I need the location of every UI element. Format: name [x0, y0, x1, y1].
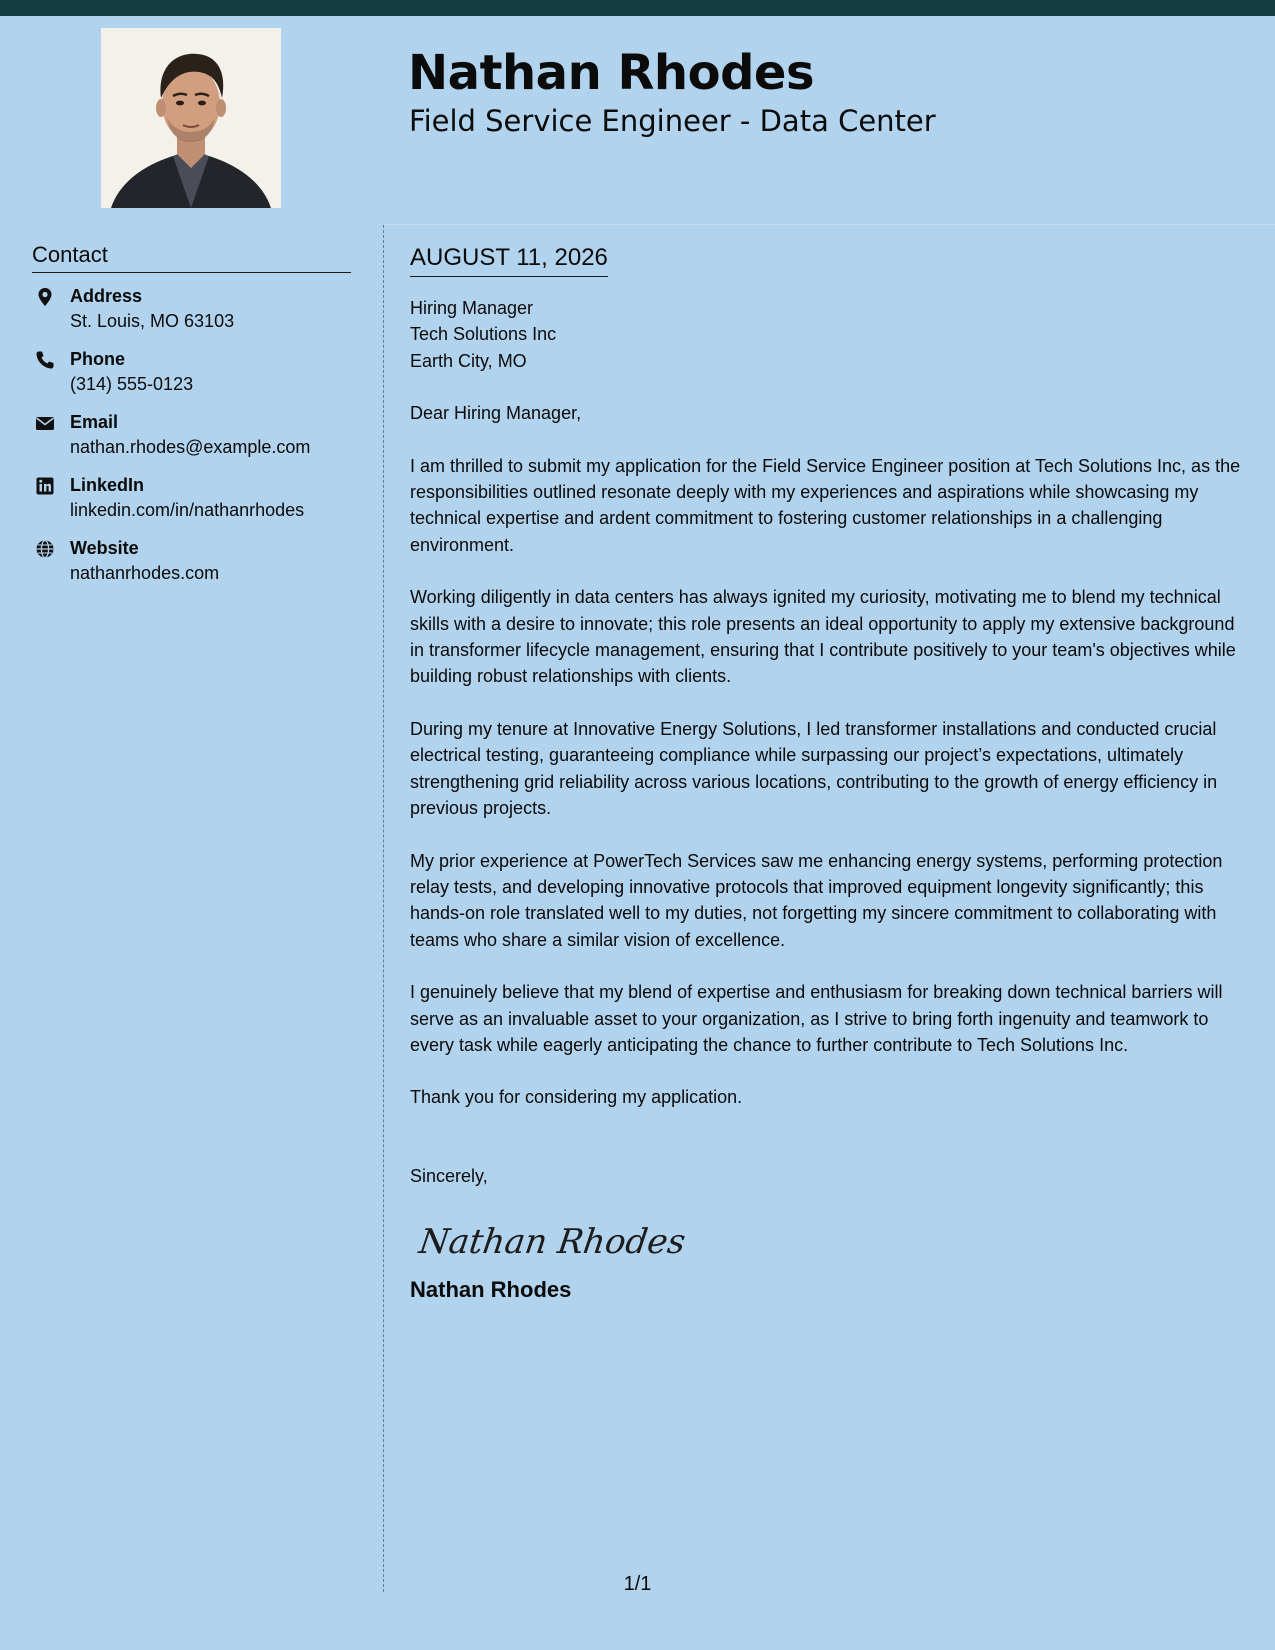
- letter-paragraph: Working diligently in data centers has always ignited my curiosity, motivating me to blend my technical skills with a desire to innovate; this role presents an ideal opportunity to apply my extensive background in transformer lifecycle management, ensuring that I contribute positively to your team's objectives while building robust relationships with clients.: [410, 587, 1236, 687]
- contact-list: [32, 284, 362, 599]
- contact-label: Address: [70, 286, 143, 306]
- handwritten-signature: [416, 1209, 1252, 1269]
- contact-heading: Contact: [32, 240, 351, 273]
- letter-body: [410, 240, 1252, 1305]
- contact-label: Email: [70, 412, 119, 432]
- envelope-icon: [35, 413, 55, 433]
- contact-email: [32, 410, 362, 473]
- letter-paragraph: I am thrilled to submit my application for the Field Service Engineer position at Tech Solutions Inc, as the responsibilities outlined resonate deeply with my experiences and aspirations while showcasing my technical expertise and ardent commitment to fostering customer relationships in a challenging environment.: [410, 455, 1241, 555]
- recipient-line: Earth City, MO: [410, 350, 527, 371]
- salutation: Dear Hiring Manager,: [410, 403, 582, 424]
- address-value: St. Louis, MO 63103: [70, 311, 235, 331]
- signer-name: Nathan Rhodes: [410, 1277, 572, 1303]
- contact-label: Phone: [70, 349, 126, 369]
- column-divider: [383, 225, 384, 1592]
- letter-paragraph: I genuinely believe that my blend of expertise and enthusiasm for breaking down technical barriers will serve as an invaluable asset to your organization, as I strive to bring forth ingenuity and teamwork to every task while eagerly anticipating the chance to further contribute to Tech Solutions Inc.: [410, 982, 1223, 1055]
- header-divider: [384, 224, 1275, 225]
- contact-label: LinkedIn: [70, 475, 145, 495]
- contact-address: [32, 284, 362, 347]
- page-number: 1/1: [623, 1573, 652, 1595]
- recipient-line: Tech Solutions Inc: [410, 324, 557, 345]
- email-value[interactable]: nathan.rhodes@example.com: [70, 437, 311, 457]
- linkedin-value[interactable]: linkedin.com/in/nathanrhodes: [70, 500, 305, 520]
- recipient-line: Hiring Manager: [410, 298, 534, 318]
- recipient-block: [410, 295, 1252, 374]
- phone-icon: [35, 350, 55, 370]
- letter-paragraph: My prior experience at PowerTech Services saw me enhancing energy systems, performing protection relay tests, and developing innovative protocols that improved equipment longevity significantly; this hands-on role translated well to my duties, not forgetting my sincere commitment to collaborating with teams who share a similar vision of excellence.: [410, 850, 1223, 950]
- svg-text:Nathan Rhodes: Nathan Rhodes: [416, 1222, 688, 1263]
- letter-paragraph: During my tenure at Innovative Energy Solutions, I led transformer installations and conducted crucial electrical testing, guaranteeing compliance while surpassing our project’s expectations, ultimately strengthening grid reliability across various locations, contributing to the growth of energy efficiency in previous projects.: [410, 718, 1218, 819]
- profile-photo: [101, 28, 281, 208]
- website-value[interactable]: nathanrhodes.com: [70, 563, 220, 583]
- contact-label: Website: [70, 538, 139, 558]
- map-pin-icon: [35, 287, 55, 307]
- globe-icon: [35, 539, 55, 559]
- contact-website: [32, 536, 362, 599]
- letter-date: AUGUST 11, 2026: [410, 240, 608, 277]
- contact-linkedin: [32, 473, 362, 536]
- job-title: Field Service Engineer - Data Center: [409, 104, 936, 138]
- thanks-line: Thank you for considering my application.: [410, 1087, 743, 1108]
- closing: Sincerely,: [410, 1165, 488, 1186]
- contact-phone: [32, 347, 362, 410]
- phone-value: (314) 555-0123: [70, 374, 194, 394]
- linkedin-icon: [35, 476, 55, 496]
- applicant-name: Nathan Rhodes: [408, 45, 815, 101]
- top-accent-bar: [0, 0, 1275, 16]
